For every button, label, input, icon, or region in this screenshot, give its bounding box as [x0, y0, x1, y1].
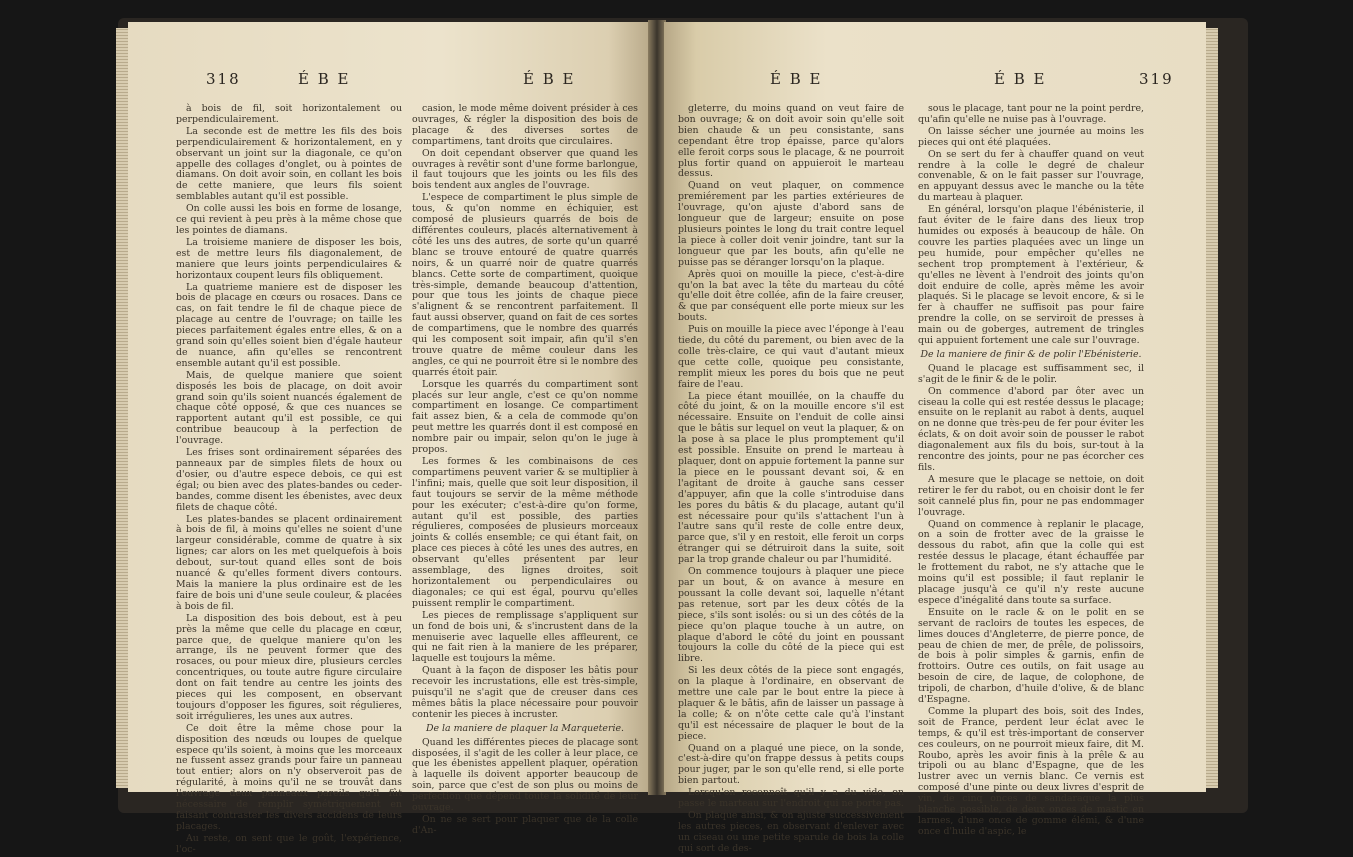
- running-head: É B E: [523, 70, 576, 88]
- right-page-header: [664, 70, 1206, 92]
- paragraph: casion, le mode même doivent présider à ces ouvrages, & régler la disposition des bois de placage & des diverses sortes de compartimens, tant droits que circulaires.: [412, 103, 638, 147]
- paragraph: sous le placage, tant pour ne la point perdre, qu'afin qu'elle ne nuise pas à l'ouvrage.: [918, 103, 1144, 125]
- left-page-edges: [116, 28, 128, 788]
- paragraph: On doit cependant observer que quand les ouvrages à revêtir sont d'une forme barlongue, il faut toujours que les joints ou les fils des bois tendent aux angles de l'ouvrage.: [412, 147, 638, 192]
- paragraph: Quand on veut plaquer, on commence premiérement par les parties extérieures de l'ouvrage, qu'on ajuste d'abord sans de longueur que de largeur; ensuite on pose plusieurs pointes le long du trait contre lequel la piece à coller doit venir joindre, tant sur la longueur que par les bouts, afin qu'elle ne puisse pas se déranger lorsqu'on la plaque.: [678, 180, 904, 268]
- paragraph: à bois de fil, soit horizontalement ou perpendiculairement.: [176, 103, 402, 125]
- paragraph: Si les deux côtés de la piece sont engagés, on la plaque à l'ordinaire, en observant de mettre une cale par le bout entre la piece à plaquer & le bâtis, afin de laisser un passage à la colle; & on n'ôte cette cale qu'à l'instant qu'il est nécessaire de plaquer le bout de la piece.: [678, 665, 904, 742]
- paragraph: On commence d'abord par ôter avec un ciseau la colle qui est restée dessus le placage; ensuite on le replanit au rabot à dents, auquel on ne donne que très-peu de fer pour éviter les éclats, & on doit avoir soin de pousser le rabot diagonalement aux fils du bois, sur-tout à la rencontre des joints, pour ne pas écorcher ces fils.: [918, 385, 1144, 473]
- paragraph: Ensuite on le racle & on le polit en se servant de racloirs de toutes les especes, de limes douces d'Angleterre, de pierre ponce, de peau de chien de mer, de prêle, de polissoirs, de bois à polir simples & garnis, enfin de frottoirs. Outre ces outils, on fait usage au besoin de cire, de laque, de colophone, de tripoli, de charbon, d'huile d'olive, & de blanc d'Espagne.: [918, 606, 1144, 706]
- left-page-header: [128, 70, 650, 92]
- paragraph: Les plates-bandes se placent ordinairement à bois de fil, à moins qu'elles ne soient d'une largeur considérable, comme de quatre à six lignes; car alors on les met quelquefois à bois debout, sur-tout quand elles sont de bois nuancé & qu'elles forment divers contours. Mais la maniere la plus ordinaire est de les faire de bois uni d'une seule couleur, & placées à bois de fil.: [176, 513, 402, 612]
- paragraph: On plaque ainsi, & on ajuste successivement les autres pieces, en observant d'enlever avec un ciseau ou une petite sparule de bois la colle qui sort de des-: [678, 810, 904, 854]
- paragraph: On ne se sert pour plaquer que de la colle d'An-: [412, 814, 638, 836]
- paragraph: Quand les différentes pieces de placage sont disposées, il s'agit de les coller à leur place, ce que les ébenistes appellent plaquer, opération à laquelle ils doivent apporter beaucoup de soin, parce que c'est de son plus ou moins de perfection que dépend toute la solidité de leur ouvrage.: [412, 736, 638, 814]
- right-column-2: [918, 104, 1144, 839]
- paragraph: Quant à la façon de disposer les bâtis pour recevoir les incrustations, elle est très-simple, puisqu'il ne s'agit que de creuser dans ces mêmes bâtis la place nécessaire pour pouvoir contenir les pieces à incruster.: [412, 665, 638, 720]
- page-number: 319: [1139, 70, 1174, 88]
- paragraph: Après quoi on mouille la piece, c'est-à-dire qu'on la bat avec la tête du marteau du côté qu'elle doit être collée, afin de la faire creuser, & que par conséquent elle porte mieux sur les bouts.: [678, 268, 904, 324]
- paragraph: Les frises sont ordinairement séparées des panneaux par de simples filets de houx ou d'osier, ou d'autre espece debois, ce qui est égal; ou bien avec des plates-bandes ou ceder-bandes, comme disent les ébenistes, avec deux filets de chaque côté.: [176, 447, 402, 513]
- paragraph: L'espece de compartiment le plus simple de tous, & qu'on nomme en échiquier, est composé de plusieurs quarrés de bois de différentes couleurs, placés alternativement à côté les uns des autres, de sorte qu'un quarré blanc se trouve entouré de quatre quarrés noirs, & un quarré noir de quatre quarrés blancs. Cette sorte de compartiment, quoique très-simple, demande beaucoup d'attention, pour que tous les joints de chaque piece s'alignent & se rencontrent parfaitement. Il faut aussi observer, quand on fait de ces sortes de compartimens, que le nombre des quarrés qui les composent soit impair, afin qu'il s'en trouve quatre de même couleur dans les angles, ce qui ne pourroit être si le nombre des quarrés étoit pair.: [412, 192, 638, 378]
- paragraph: La disposition des bois debout, est à peu près la même que celle du placage en cœur, parce que, de quelque maniere qu'on les arrange, ils ne peuvent former que des rosaces, ou pour mieux dire, plusieurs cercles concentriques, ou toute autre figure circulaire dont on fait tendre au centre les joints des pieces qui les composent, en observant toujours d'opposer les figures, soit régulieres, soit irrégulieres, les unes aux autres.: [176, 612, 402, 722]
- paragraph: Comme la plupart des bois, soit des Indes, soit de France, perdent leur éclat avec le temps, & qu'il est très-important de conserver ces couleurs, on ne pourroit mieux faire, dit M. Roubo, après les avoir finis à la prêle & au tripoli ou au blanc d'Espagne, que de les lustrer avec un vernis blanc. Ce vernis est composé d'une pinte ou deux livres d'esprit de vin, de cinq onces de sandaraque la plus blanche possible, de deux onces de mastic en larmes, d'une once de gomme élémi, & d'une once d'huile d'aspic, le: [918, 705, 1144, 837]
- paragraph: Quand on commence à replanir le placage, on a soin de frotter avec de la graisse le dessous du rabot, afin que la colle qui est restée dessus le placage, étant échauffée par le frottement du rabot, ne s'y attache que le moins qu'il est possible; il faut replanir le placage jusqu'à ce qu'il n'y reste aucune espece d'inégalité dans toute sa surface.: [918, 518, 1144, 606]
- left-page: [128, 22, 650, 855]
- paragraph: En général, lorsqu'on plaque l'ébénisterie, il faut éviter de le faire dans des lieux trop humides ou exposés à beaucoup de hâle. On couvre les parties plaquées avec un linge un peu humide, pour empêcher qu'elles ne sechent trop promptement à l'extérieur, & qu'elles ne lèvent à l'endroit des joints qu'on doit enduire de colle, après même les avoir plaqués. Si le placage se levoit encore, & si le fer à chauffer ne suffisoit pas pour faire prendre la colle, on se serviroit de presses à main ou de goberges, autrement de tringles qui appuient fortement une cale sur l'ouvrage.: [918, 204, 1144, 347]
- paragraph: Lorsqu'on reconnoît qu'il y a du vide, on passe le marteau sur l'endroit qui ne porte pas.: [678, 787, 904, 810]
- paragraph: Mais, de quelque maniere que soient disposés les bois de placage, on doit avoir grand soin qu'ils soient nuancés également de chaque côté opposé, & que ces nuances se rapportent autant qu'il est possible, ce qui contribue beaucoup à la perfection de l'ouvrage.: [176, 369, 402, 447]
- running-head: É B E: [298, 70, 351, 88]
- paragraph: On se sert du fer à chauffer quand on veut rendre à la colle le degré de chaleur convenable, & on le fait passer sur l'ouvrage, en appuyant dessus avec le manche ou la tête du marteau à plaquer.: [918, 148, 1144, 204]
- running-head: É B E: [994, 70, 1047, 88]
- left-column-2: [412, 104, 638, 838]
- paragraph: On commence toujours à plaquer une piece par un bout, & on avance à mesure en poussant la colle devant soi, laquelle n'étant pas retenue, sort par les deux côtés de la piece, s'ils sont isolés: ou si un des côtés de la piece qu'on plaque touche à un autre, on plaque d'abord le côté du joint en poussant toujours la colle du côté de la piece qui est libre.: [678, 566, 904, 665]
- paragraph: La troisieme maniere de disposer les bois, est de mettre leurs fils diagonalement, de maniere que leurs joints perpendiculaires & horizontaux coupent leurs fils obliquement.: [176, 236, 402, 281]
- running-head: É B E: [770, 70, 823, 88]
- paragraph: gleterre, du moins quand on veut faire de bon ouvrage; & on doit avoir soin qu'elle soit bien chaude & un peu consistante, sans cependant être trop épaisse, parce qu'alors elle feroit corps sous le placage, & ne pourroit plus fortir quand on appuieroit le marteau dessus.: [678, 103, 904, 180]
- section-heading: De la maniere de plaquer la Marqueterie.: [425, 722, 624, 734]
- left-column-1: [176, 104, 402, 857]
- paragraph: La seconde est de mettre les fils des bois perpendiculairement & horizontalement, en y observant un joint sur la diagonale, ce qu'on appelle des collages d'onglet, ou à pointes de diamans. On doit avoir soin, en collant les bois de cette maniere, que leurs fils soient semblables autant qu'il est possible.: [176, 125, 402, 203]
- section-heading: De la maniere de finir & de polir l'Ebénisterie.: [920, 348, 1142, 360]
- paragraph: Les formes & les combinaisons de ces compartimens peuvent varier & se multiplier à l'infini; mais, quelle que soit leur disposition, il faut toujours se servir de la même méthode pour les exécuter; c'est-à-dire qu'on forme, autant qu'il est possible, des parties régulieres, composées de plusieurs morceaux joints & collés ensemble; ce qui étant fait, on place ces pieces à côté les unes des autres, en observant qu'elles présentent par leur assemblage, des lignes droites, soit horizontalement ou perpendiculaires ou diagonales; ce qui est égal, pourvu qu'elles puissent remplir le compartiment.: [412, 456, 638, 609]
- right-column-1: [678, 104, 904, 856]
- paragraph: A mesure que le placage se nettoie, on doit retirer le fer du rabot, ou en choisir dont le fer soit cannelé plus fin, pour ne pas endommager l'ouvrage.: [918, 473, 1144, 518]
- paragraph: Quand on a plaqué une piece, on la sonde, c'est-à-dire qu'on frappe dessus à petits coups pour juger, par le son qu'elle rend, si elle porte bien partout.: [678, 742, 904, 787]
- right-page: [664, 22, 1206, 854]
- page-number: 318: [206, 70, 241, 88]
- paragraph: Puis on mouille la piece avec l'éponge à l'eau tiede, du côté du parement, ou bien avec de la colle très-claire, ce qui vaut d'autant mieux que cette colle, quoique peu consistante, remplit mieux les pores du bois que ne peut faire de l'eau.: [678, 324, 904, 390]
- paragraph: On colle aussi les bois en forme de losange, ce qui revient à peu près à la même chose que les pointes de diamans.: [176, 203, 402, 236]
- paragraph: Lorsque les quarrés du compartiment sont placés sur leur angle, c'est ce qu'on nomme compartiment en losange. Ce compartiment fait assez bien, & a cela de commode qu'on peut mettre les quarrés dont il est composé en nombre pair ou impair, selon qu'on le juge à propos.: [412, 378, 638, 456]
- paragraph: Les pieces de remplissage s'appliquent sur un fond de bois uni, & s'incrustent dans de la menuiserie avec laquelle elles affleurent, ce qui ne fait rien à la maniere de les préparer, laquelle est toujours la même.: [412, 609, 638, 665]
- right-page-edges: [1206, 28, 1218, 788]
- paragraph: Au reste, on sent que le goût, l'expérience, l'oc-: [176, 832, 402, 855]
- paragraph: Quand le placage est suffisamment sec, il s'agit de le finir & de le polir.: [918, 362, 1144, 385]
- paragraph: La quatrieme maniere est de disposer les bois de placage en cœurs ou rosaces. Dans ce cas, on fait tendre le fil de chaque piece de placage au centre de l'ouvrage; on taille les pieces parfaitement égales entre elles, & on a grand soin qu'elles soient bien d'égale hauteur de nuance, afin qu'elles se rencontrent ensemble autant qu'il est possible.: [176, 281, 402, 369]
- paragraph: On laisse sécher une journée au moins les pieces qui ont été plaquées.: [918, 125, 1144, 148]
- paragraph: Ce doit être la même chose pour la disposition des nœuds ou loupes de quelque espece qu'ils soient, à moins que les morceaux ne fussent assez grands pour faire un panneau tout entier; alors on n'y observeroit pas de régularité, à moins qu'il ne se trouvât dans l'ouvrage deux panneaux pareils qu'il fût nécessaire de remplir symétriquement en faisant contraster les divers accidens de leurs placages.: [176, 722, 402, 832]
- paragraph: La piece étant mouillée, on la chauffe du côté du joint, & on la mouille encore s'il est nécessaire. Ensuite on l'enduit de colle ainsi que le bâtis sur lequel on veut la plaquer, & on la pose à sa place le plus promptement qu'il est possible. Ensuite on prend le marteau à plaquer, dont on appuie fortement la panne sur la piece en le poussant devant soi, & en l'agitant de droite à gauche sans cesser d'appuyer, afin que la colle s'introduise dans les pores du bâtis & du placage, autant qu'il est nécessaire pour qu'ils s'attachent l'un à l'autre sans qu'il reste de colle entre deux, parce que, s'il y en restoit, elle feroit un corps étranger qui se détruiroit dans la suite, soit par la trop grande chaleur ou par l'humidité.: [678, 390, 904, 566]
